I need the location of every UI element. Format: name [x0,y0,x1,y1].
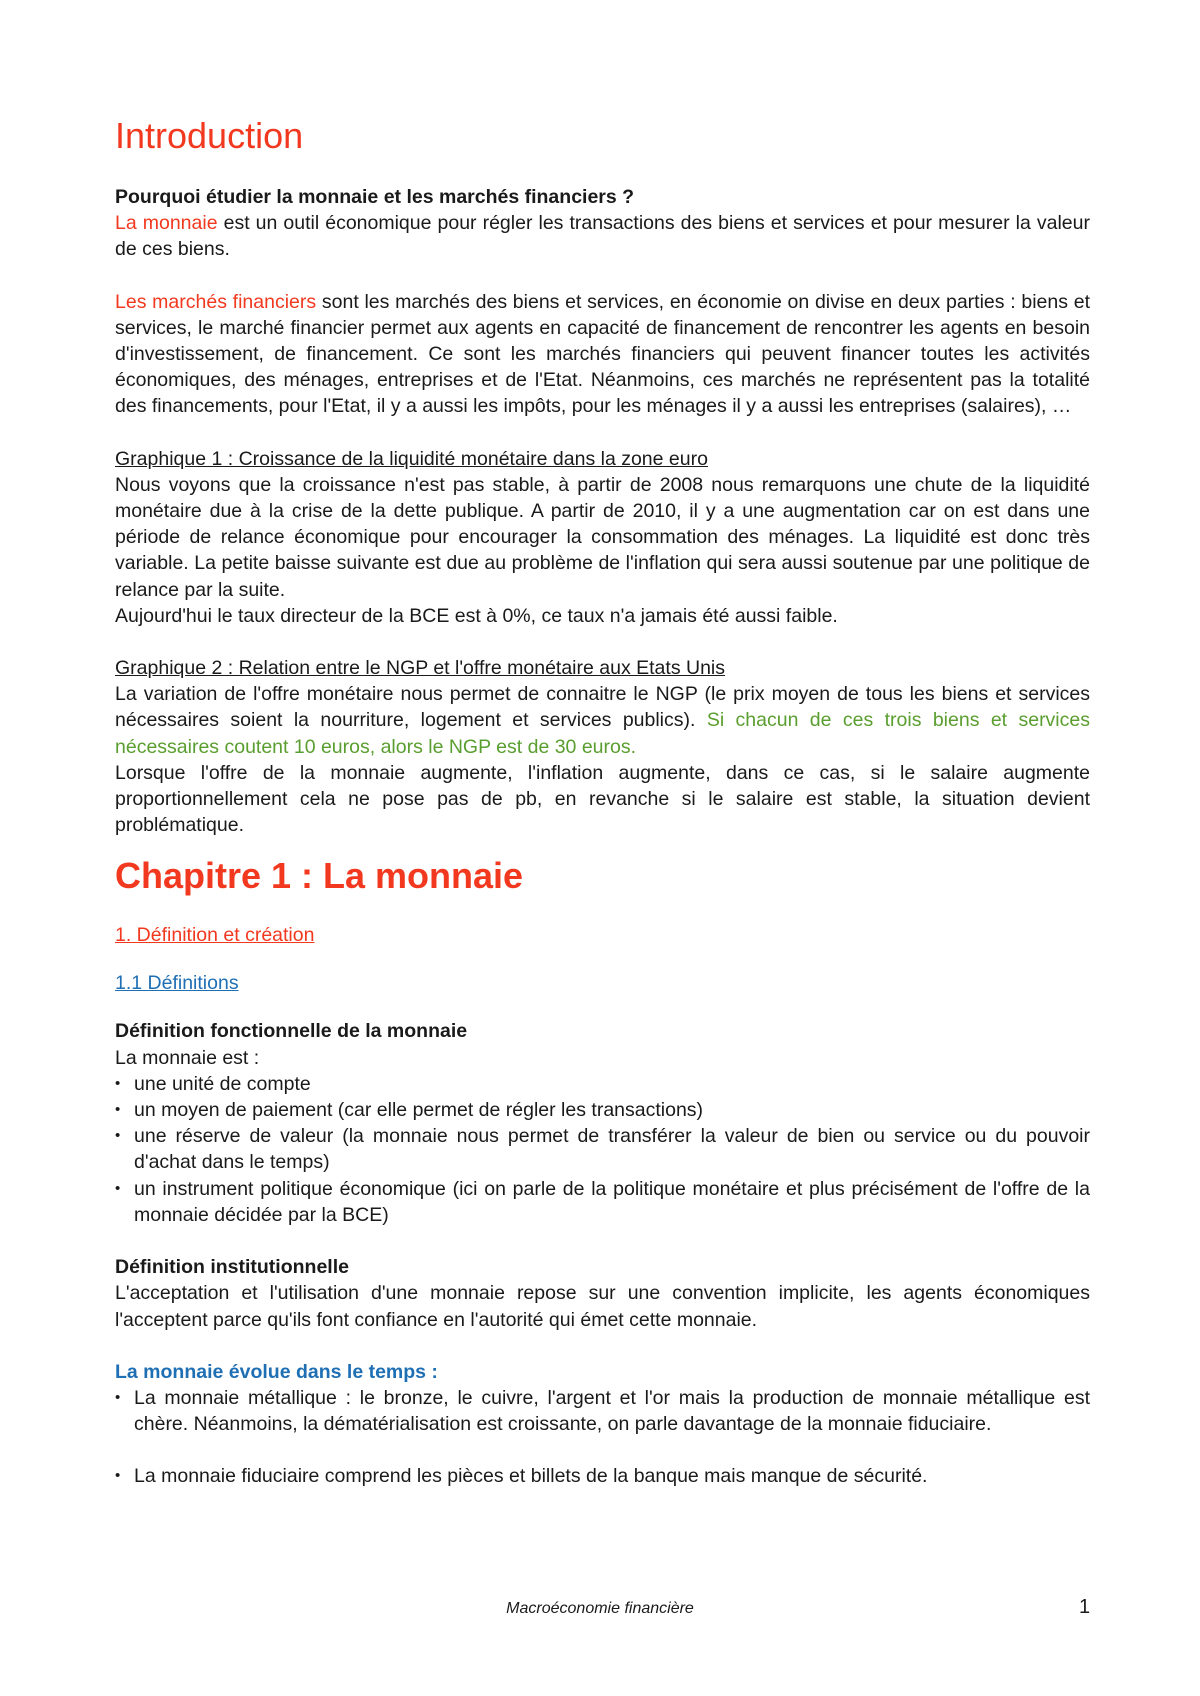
graphique-2-text [115,681,1090,760]
evolution-heading: La monnaie évolue dans le temps : [115,1360,438,1383]
chapter-heading: Chapitre 1 : La monnaie [115,855,524,897]
graphique-1-text-2: Aujourd'hui le taux directeur de la BCE est à 0%, ce taux n'a jamais été aussi faible. [115,604,838,627]
intro-question: Pourquoi étudier la monnaie et les marchés financiers ? [115,186,635,208]
graphique-1-title: Graphique 1 : Croissance de la liquidité monétaire dans la zone euro [115,447,708,470]
intro-heading: Introduction [115,115,304,156]
intro-paragraph-marches [115,289,1090,420]
list-item [115,1097,1090,1123]
list-item-text: La monnaie fiduciaire comprend les pièces et billets de la banque mais manque de sécurité. [134,1465,928,1488]
def-institutionnelle-title: Définition institutionnelle [115,1256,349,1279]
document-page [115,112,1090,1489]
section-heading[interactable]: 1. Définition et création [115,924,315,947]
graphique-1-text: Nous voyons que la croissance n'est pas stable, à partir de 2008 nous remarquons une chute de la liquidité monétaire due à la crise de la dette publique. A partir de 2010, il y a une augmentation car on est dans une période de relance économique pour encourager la consommation des ménages. La liquidité est donc très variable. La petite baisse suivante est due au problème de l'inflation qui sera aussi soutenue par une politique de relance par la suite. [115,473,1090,601]
bullet-icon: • [115,1127,121,1145]
list-item-text: un instrument politique économique (ici on parle de la politique monétaire et plus précisément de l'offre de la monnaie décidée par la BCE) [134,1177,1090,1226]
subsection-heading[interactable]: 1.1 Définitions [115,972,239,995]
bullet-icon: • [115,1101,121,1119]
list-item-text: une unité de compte [134,1072,311,1095]
page-number: 1 [1079,1596,1091,1618]
evolution-list [115,1385,1090,1437]
def-fonctionnelle-title: Définition fonctionnelle de la monnaie [115,1020,468,1043]
list-item [115,1385,1090,1437]
bullet-icon: • [115,1388,121,1406]
list-item [115,1176,1090,1228]
bullet-icon: • [115,1467,121,1485]
def-institutionnelle-text: L'acceptation et l'utilisation d'une monnaie repose sur une convention implicite, les agents économiques l'acceptent parce qu'ils font confiance en l'autorité qui émet cette monnaie. [115,1282,1090,1331]
term-monnaie: La monnaie [115,212,218,235]
bullet-icon: • [115,1179,121,1197]
def-fonctionnelle-list [115,1071,1090,1228]
list-item [115,1123,1090,1175]
def-fonctionnelle-intro: La monnaie est : [115,1046,260,1069]
list-item [115,1071,1090,1097]
intro-paragraph-monnaie [115,210,1090,262]
term-marches-financiers: Les marchés financiers [115,290,317,313]
list-item [115,1463,1090,1489]
list-item-text: La monnaie métallique : le bronze, le cuivre, l'argent et l'or mais la production de monnaie métallique est chère. Néanmoins, la dématérialisation est croissante, on parle davantage de la monnaie fiduciaire. [134,1386,1090,1435]
graphique-2-title: Graphique 2 : Relation entre le NGP et l'offre monétaire aux Etats Unis [115,657,725,680]
bullet-icon: • [115,1074,121,1092]
evolution-list-2 [115,1463,1090,1489]
graphique-2-text-2: Lorsque l'offre de la monnaie augmente, l'inflation augmente, dans ce cas, si le salaire augmente proportionnellement cela ne pose pas de pb, en revanche si le salaire est stable, la situation devient problématique. [115,761,1090,837]
paragraph-text: La variation de l'offre monétaire nous permet de connaitre le NGP (le prix moyen de tous les biens et services nécessaires soient la nourriture, logement et services publics). [115,683,1090,732]
green-example: Si chacun de ces trois biens et services nécessaires coutent 10 euros, alors le NGP est de 30 euros. [115,709,1090,758]
list-item-text: une réserve de valeur (la monnaie nous permet de transférer la valeur de bien ou service ou du pouvoir d'achat dans le temps) [134,1125,1090,1174]
paragraph-text: est un outil économique pour régler les transactions des biens et services et pour mesurer la valeur de ces biens. [115,212,1090,261]
list-item-text: un moyen de paiement (car elle permet de régler les transactions) [134,1099,704,1122]
page-footer: Macroéconomie financière [506,1600,694,1617]
paragraph-text: sont les marchés des biens et services, en économie on divise en deux parties : biens et services, le marché financier permet aux agents en capacité de financement de rencontrer les agents en besoin d'investissement, de financement. Ce sont les marchés financiers qui peuvent financer toutes les activités économiques, des ménages, entreprises et de l'Etat. Néanmoins, ces marchés ne représentent pas la totalité des financements, pour l'Etat, il y a aussi les impôts, pour les ménages il y a aussi les entreprises (salaires), … [115,290,1090,418]
